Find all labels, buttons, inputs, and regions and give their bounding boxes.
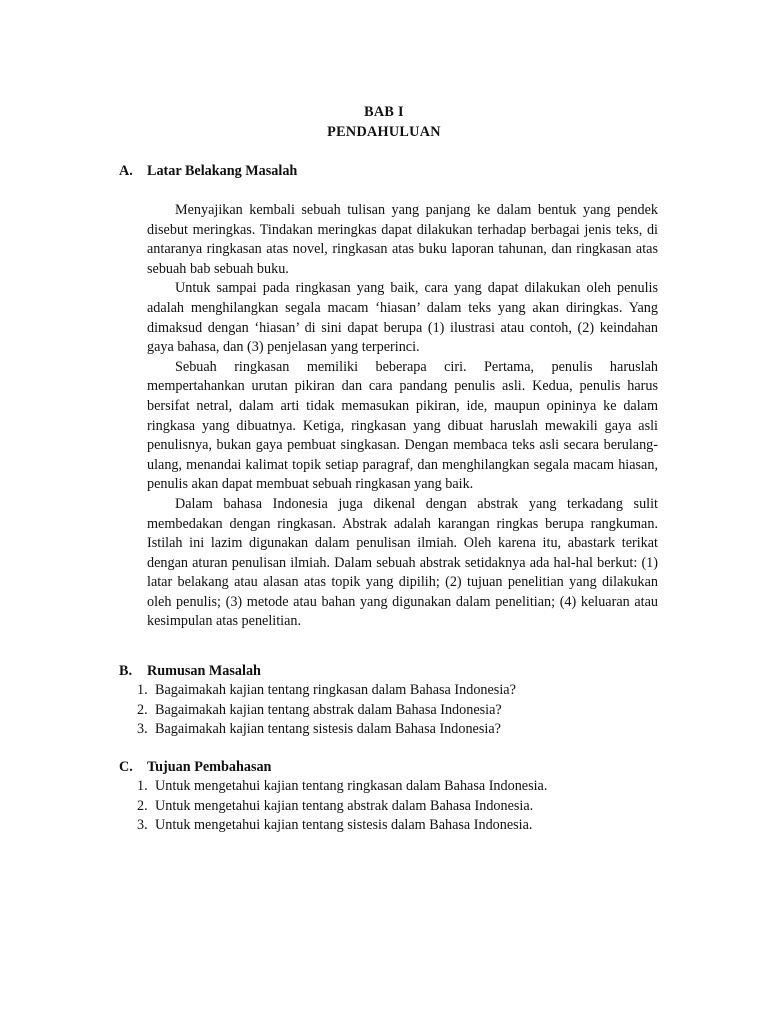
section-b-title: Rumusan Masalah [147,663,261,679]
section-a-title: Latar Belakang Masalah [147,163,298,179]
list-text: Untuk mengetahui kajian tentang ringkasan dalam Bahasa Indonesia. [155,778,548,794]
section-c-title: Tujuan Pembahasan [147,759,272,775]
section-b-letter: B. [119,663,133,679]
list-number: 2. [137,701,148,718]
list-item [137,816,547,836]
paragraph: Untuk sampai pada ringkasan yang baik, cara yang dapat dilakukan oleh penulis adalah menghilangkan segala macam ‘hiasan’ dalam teks yang akan diringkas. Yang dimaksud dengan ‘hiasan’ di sini dapat berupa (1) ilustrasi atau contoh, (2) keindahan gaya bahasa, dan (3) penjelasan yang terperinci. [147,280,658,356]
list-number: 1. [137,778,148,794]
list-item [137,777,547,797]
list-item [137,720,516,740]
section-c-letter: C. [119,759,133,775]
list-text: Bagaimakah kajian tentang abstrak dalam Bahasa Indonesia? [155,701,502,718]
list-text: Untuk mengetahui kajian tentang abstrak dalam Bahasa Indonesia. [155,797,534,814]
chapter-title: PENDAHULUAN [327,124,441,140]
list-item [137,701,516,721]
paragraph: Dalam bahasa Indonesia juga dikenal dengan abstrak yang terkadang sulit membedakan dengan ringkasan. Abstrak adalah karangan ringkas berupa rangkuman. Istilah ini lazim digunakan dalam penulisan ilmiah. Oleh karena itu, abastark terikat dengan aturan penulisan ilmiah. Dalam sebuah abstrak setidaknya ada hal-hal berkut: (1) latar belakang atau alasan atas topik yang dipilih; (2) tujuan penelitian yang dilakukan oleh penulis; (3) metode atau bahan yang digunakan dalam penelitian; (4) keluaran atau kesimpulan atas penelitian. [147,495,658,630]
paragraph: Sebuah ringkasan memiliki beberapa ciri. Pertama, penulis haruslah mempertahankan urutan pikiran dan cara pandang penulis asli. Kedua, penulis harus bersifat netral, dalam arti tidak memasukan pikiran, ide, maupun opininya ke dalam ringkasa yang dibuatnya. Ketiga, ringkasan yang dibuat haruslah mewakili gaya asli penulisnya, bukan gaya pembuat singkasan. Dengan membaca teks asli secara berulang-ulang, menandai kalimat topik setiap paragraf, dan menghilangkan segala macam hiasan, penulis akan dapat membuat sebuah ringkasan yang baik. [147,358,658,493]
list-number: 1. [137,682,148,698]
section-a-heading [119,163,297,180]
list-number: 3. [137,817,148,834]
chapter-number: BAB I [364,104,404,120]
list-item [137,797,547,817]
section-b-heading [119,663,261,680]
list-text: Untuk mengetahui kajian tentang sistesis dalam Bahasa Indonesia. [155,817,533,834]
list-text: Bagaimakah kajian tentang ringkasan dalam Bahasa Indonesia? [155,682,516,698]
section-a-body [147,201,658,632]
list-number: 2. [137,797,148,814]
list-number: 3. [137,721,148,738]
list-item [137,681,516,701]
tujuan-list [137,777,547,836]
section-c-heading [119,759,271,776]
section-a-letter: A. [119,163,133,179]
rumusan-list [137,681,516,740]
list-text: Bagaimakah kajian tentang sistesis dalam Bahasa Indonesia? [155,721,501,738]
paragraph: Menyajikan kembali sebuah tulisan yang panjang ke dalam bentuk yang pendek disebut meringkas. Tindakan meringkas dapat dilakukan terhadap berbagai jenis teks, di antaranya ringkasan atas novel, ringkasan atas buku laporan tahunan, dan ringkasan atas sebuah bab sebuah buku. [147,202,658,277]
